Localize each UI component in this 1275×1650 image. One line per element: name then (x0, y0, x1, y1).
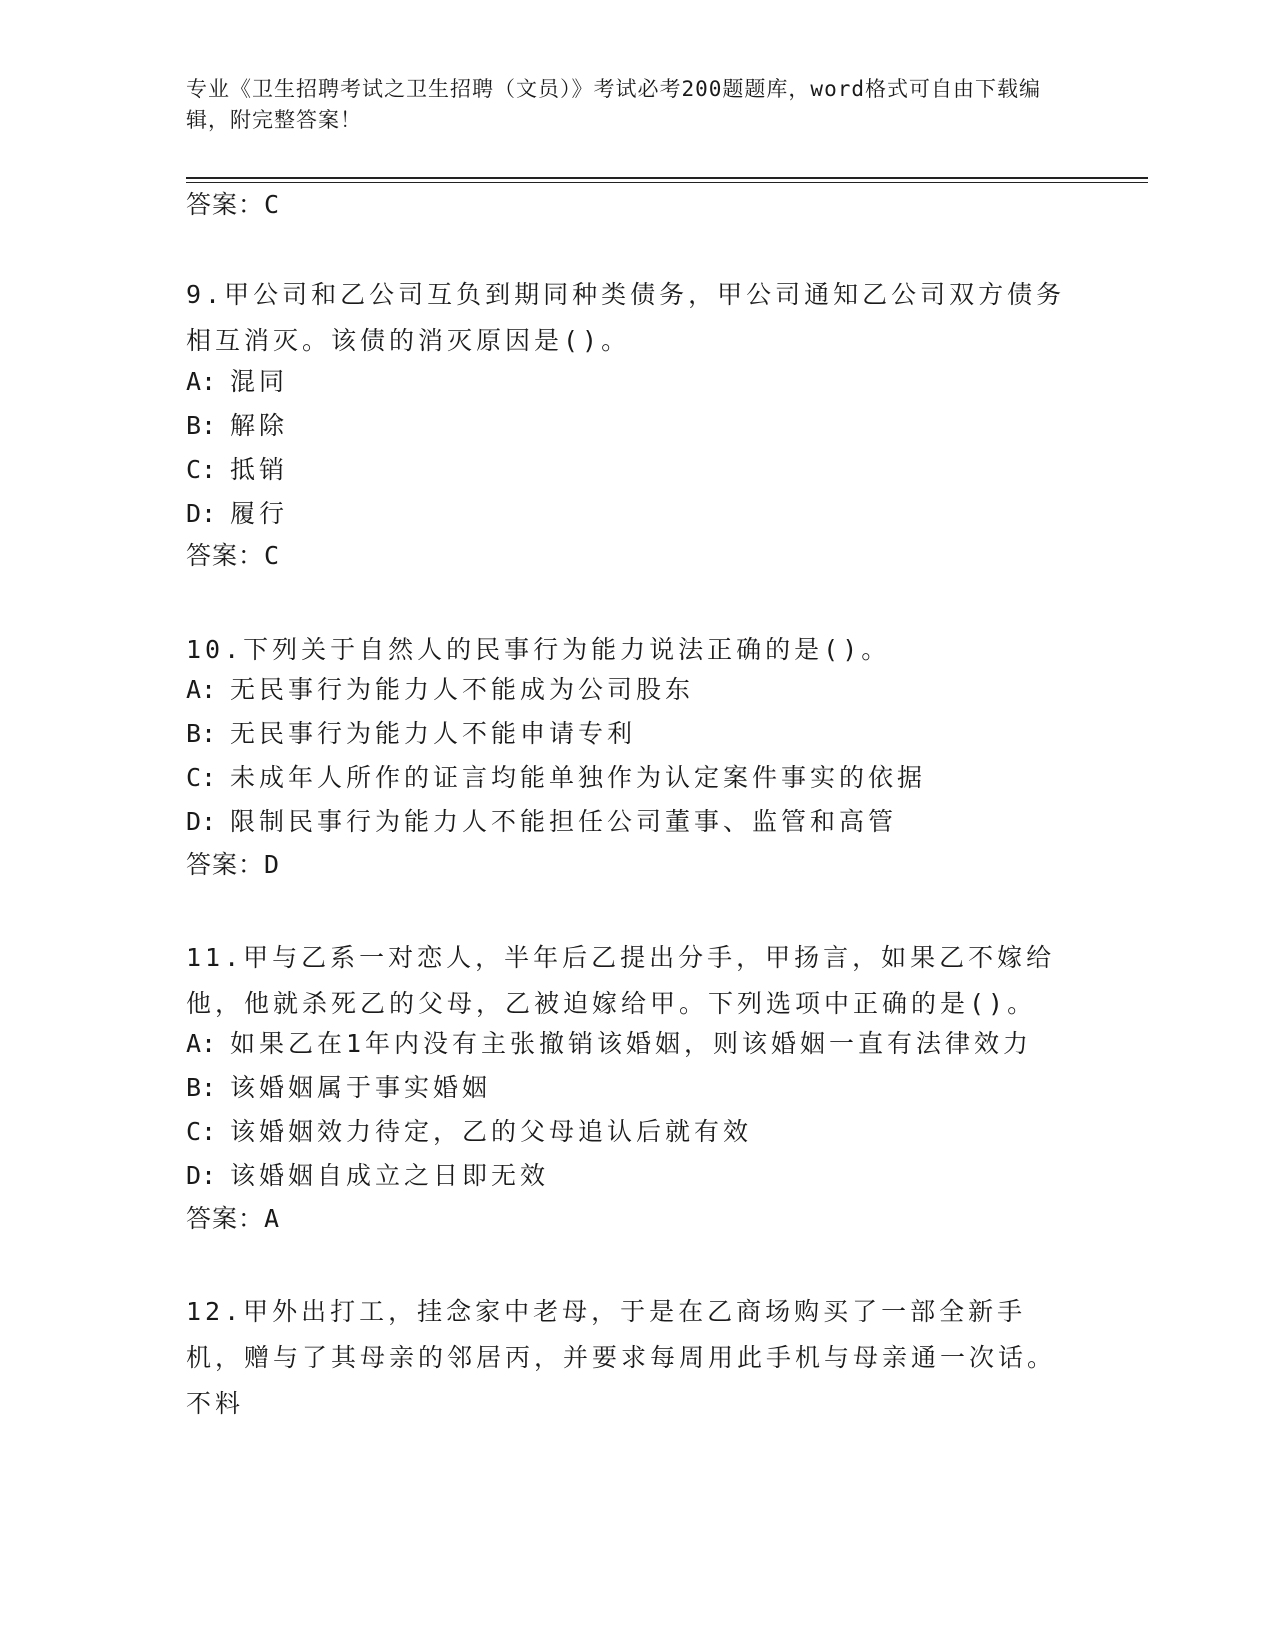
option-d (186, 497, 1086, 531)
answer-label: 答案： (186, 850, 265, 879)
option-text: 该婚姻效力待定，乙的父母追认后就有效 (230, 1117, 753, 1146)
header-divider-thick (186, 177, 1148, 179)
answer-line (186, 539, 280, 573)
option-a (186, 673, 1086, 707)
option-c (186, 761, 1086, 795)
option-key: B: (186, 719, 217, 748)
answer-line (186, 848, 280, 882)
header-divider-thin (186, 182, 1148, 183)
option-text: 该婚姻属于事实婚姻 (230, 1073, 492, 1102)
option-d (186, 805, 1086, 839)
option-text: 未成年人所作的证言均能单独作为认定案件事实的依据 (230, 763, 927, 792)
option-text: 无民事行为能力人不能成为公司股东 (230, 675, 695, 704)
option-text: 限制民事行为能力人不能担任公司董事、监管和高管 (230, 807, 898, 836)
option-c (186, 453, 1086, 487)
option-b (186, 409, 1086, 443)
option-text: 该婚姻自成立之日即无效 (230, 1161, 550, 1190)
option-key: D: (186, 499, 217, 528)
option-text: 无民事行为能力人不能申请专利 (230, 719, 637, 748)
option-b (186, 717, 1086, 751)
option-key: C: (186, 1117, 217, 1146)
option-c (186, 1115, 1086, 1149)
option-a (186, 365, 1086, 399)
answer-line (186, 188, 280, 222)
question-stem: 9.甲公司和乙公司互负到期同种类债务，甲公司通知乙公司双方债务相互消灭。该债的消灭原因是()。 (186, 280, 1066, 355)
question-stem: 12.甲外出打工，挂念家中老母，于是在乙商场购买了一部全新手机，赠与了其母亲的邻居丙，并要求每周用此手机与母亲通一次话。不料 (186, 1297, 1057, 1418)
document-header: 专业《卫生招聘考试之卫生招聘（文员）》考试必考200题题库，word格式可自由下载编辑，附完整答案！ (186, 77, 1041, 132)
answer-line (186, 1202, 280, 1236)
option-key: A: (186, 367, 217, 396)
answer-label: 答案： (186, 1204, 265, 1233)
question-stem: 10.下列关于自然人的民事行为能力说法正确的是()。 (186, 635, 891, 664)
option-text: 履行 (230, 499, 289, 528)
answer-label: 答案： (186, 190, 265, 219)
option-text: 如果乙在1年内没有主张撤销该婚姻，则该婚姻一直有法律效力 (230, 1029, 1033, 1058)
answer-label: 答案： (186, 541, 265, 570)
option-key: B: (186, 1073, 217, 1102)
option-key: C: (186, 455, 217, 484)
option-text: 抵销 (230, 455, 289, 484)
option-key: A: (186, 1029, 217, 1058)
option-key: C: (186, 763, 217, 792)
option-key: D: (186, 807, 217, 836)
option-d (186, 1159, 1086, 1193)
option-b (186, 1071, 1086, 1105)
option-key: B: (186, 411, 217, 440)
answer-value: C (264, 190, 281, 219)
option-key: A: (186, 675, 217, 704)
option-a (186, 1027, 1086, 1061)
option-text: 混同 (230, 367, 289, 396)
answer-value: C (264, 541, 281, 570)
option-text: 解除 (230, 411, 289, 440)
answer-value: D (264, 850, 281, 879)
option-key: D: (186, 1161, 217, 1190)
question-stem: 11.甲与乙系一对恋人，半年后乙提出分手，甲扬言，如果乙不嫁给他，他就杀死乙的父母，乙被迫嫁给甲。下列选项中正确的是()。 (186, 943, 1056, 1018)
answer-value: A (264, 1204, 281, 1233)
